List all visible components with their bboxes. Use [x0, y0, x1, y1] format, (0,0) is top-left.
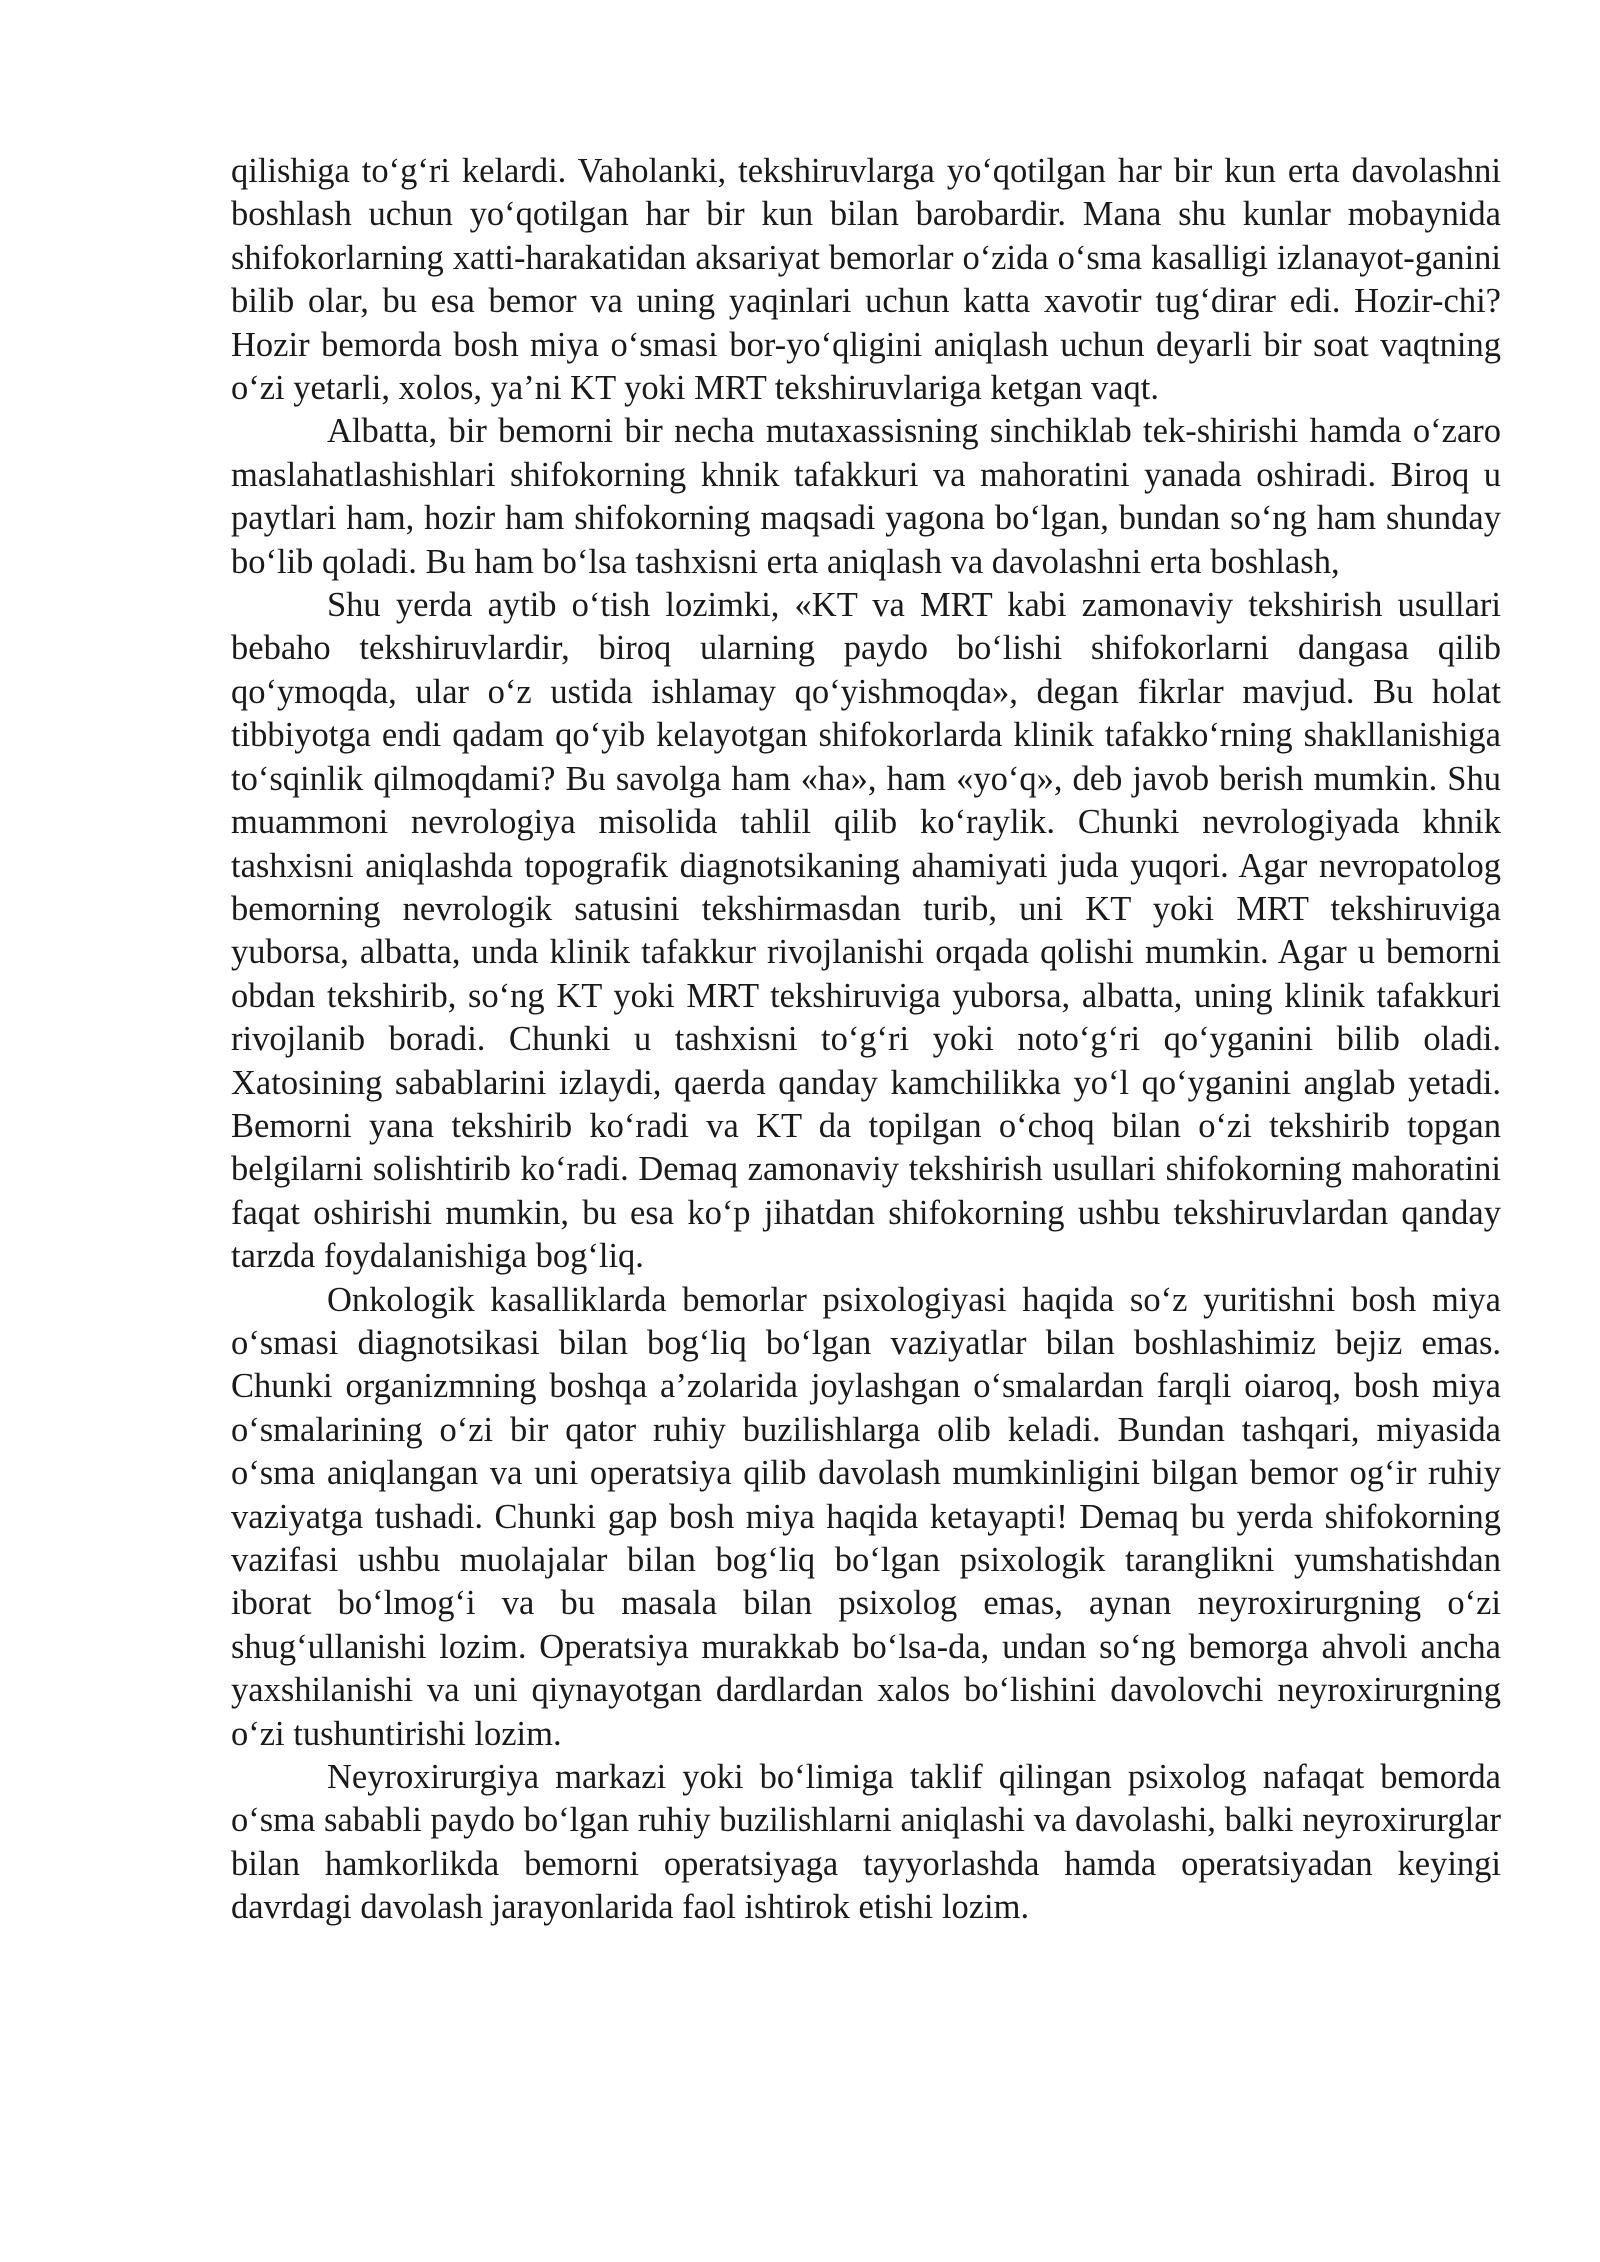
paragraph-clinical-thinking: Albatta, bir bemorni bir necha mutaxassisning sinchiklab tek-shirishi hamda o‘zaro maslahatlashishlari shifokorning khnik tafakkuri va mahoratini yanada oshiradi. Biroq u paytlari ham, hozir ham shifokorning maqsadi yagona bo‘lgan, bundan so‘ng ham shunday bo‘lib qoladi. Bu ham bo‘lsa tashxisni erta aniqlash va davolashni erta boshlash, [231, 412, 1501, 581]
paragraph-oncology-psychology: Onkologik kasalliklarda bemorlar psixologiyasi haqida so‘z yuritishni bosh miya o‘smasi diagnotsikasi bilan bog‘liq bo‘lgan vaziyatlar bilan boshlashimiz bejiz emas. Chunki organizmning boshqa a’zolarida joylashgan o‘smalardan farqli oiaroq, bosh miya o‘smalarining o‘zi bir qator ruhiy buzilishlarga olib keladi. Bundan tashqari, miyasida o‘sma aniqlangan va uni operatsiya qilib davolash mumkinligini bilgan bemor og‘ir ruhiy vaziyatga tushadi. Chunki gap bosh miya haqida ketayapti! Demaq bu yerda shifokorning vazifasi ushbu muolajalar bilan bog‘liq bo‘lgan psixologik taranglikni yumshatishdan iborat bo‘lmog‘i va bu masala bilan psixolog emas, aynan neyroxirurgning o‘zi shug‘ullanishi lozim. Operatsiya murakkab bo‘lsa-da, undan so‘ng bemorga ahvoli ancha yaxshilanishi va uni qiynayotgan dardlardan xalos bo‘lishini davolovchi neyroxirurgning o‘zi tushuntirishi lozim. [231, 1280, 1501, 1753]
paragraph-continued: qilishiga to‘g‘ri kelardi. Vaholanki, tekshiruvlarga yo‘qotilgan har bir kun erta davolashni boshlash uchun yo‘qotilgan har bir kun bilan barobardir. Mana shu kunlar mobaynida shifokorlarning xatti-harakatidan aksariyat bemorlar o‘zida o‘sma kasalligi izlanayot-ganini bilib olar, bu esa bemor va uning yaqinlari uchun katta xavotir tug‘dirar edi. Hozir-chi? Hozir bemorda bosh miya o‘smasi bor-yo‘qligini aniqlash uchun deyarli bir soat vaqtning o‘zi yetarli, xolos, ya’ni KT yoki MRT tekshiruvlariga ketgan vaqt. [231, 152, 1501, 408]
paragraph-modern-methods: Shu yerda aytib o‘tish lozimki, «KT va MRT kabi zamonaviy tekshirish usullari bebaho tekshiruvlardir, biroq ularning paydo bo‘lishi shifokorlarni dangasa qilib qo‘ymoqda, ular o‘z ustida ishlamay qo‘yishmoqda», degan fikrlar mavjud. Bu holat tibbiyotga endi qadam qo‘yib kelayotgan shifokorlarda klinik tafakko‘rning shakllanishiga to‘sqinlik qilmoqdami? Bu savolga ham «ha», ham «yo‘q», deb javob berish mumkin. Shu muammoni nevrologiya misolida tahlil qilib ko‘raylik. Chunki nevrologiyada khnik tashxisni aniqlashda topografik diagnotsikaning ahamiyati juda yuqori. Agar nevropatolog bemorning nevrologik satusini tekshirmasdan turib, uni KT yoki MRT tekshiruviga yuborsa, albatta, unda klinik tafakkur rivojlanishi orqada qolishi mumkin. Agar u bemorni obdan tekshirib, so‘ng KT yoki MRT tekshiruviga yuborsa, albatta, uning klinik tafakkuri rivojlanib boradi. Chunki u tashxisni to‘g‘ri yoki noto‘g‘ri qo‘yganini bilib oladi. Xatosining sabablarini izlaydi, qaerda qanday kamchilikka yo‘l qo‘yganini anglab yetadi. Bemorni yana tekshirib ko‘radi va KT da topilgan o‘choq bilan o‘zi tekshirib topgan belgilarni solishtirib ko‘radi. Demaq zamonaviy tekshirish usullari shifokorning mahoratini faqat oshirishi mumkin, bu esa ko‘p jihatdan shifokorning ushbu tekshiruvlardan qanday tarzda foydalanishiga bog‘liq. [231, 586, 1501, 1276]
paragraph-psychologist-role: Neyroxirurgiya markazi yoki bo‘limiga taklif qilingan psixolog nafaqat bemorda o‘sma sababli paydo bo‘lgan ruhiy buzilishlarni aniqlashi va davolashi, balki neyroxirurglar bilan hamkorlikda bemorni operatsiyaga tayyorlashda hamda operatsiyadan keyingi davrdagi davolash jarayonlarida faol ishtirok etishi lozim. [231, 1758, 1501, 1927]
document-page [231, 150, 1501, 1930]
